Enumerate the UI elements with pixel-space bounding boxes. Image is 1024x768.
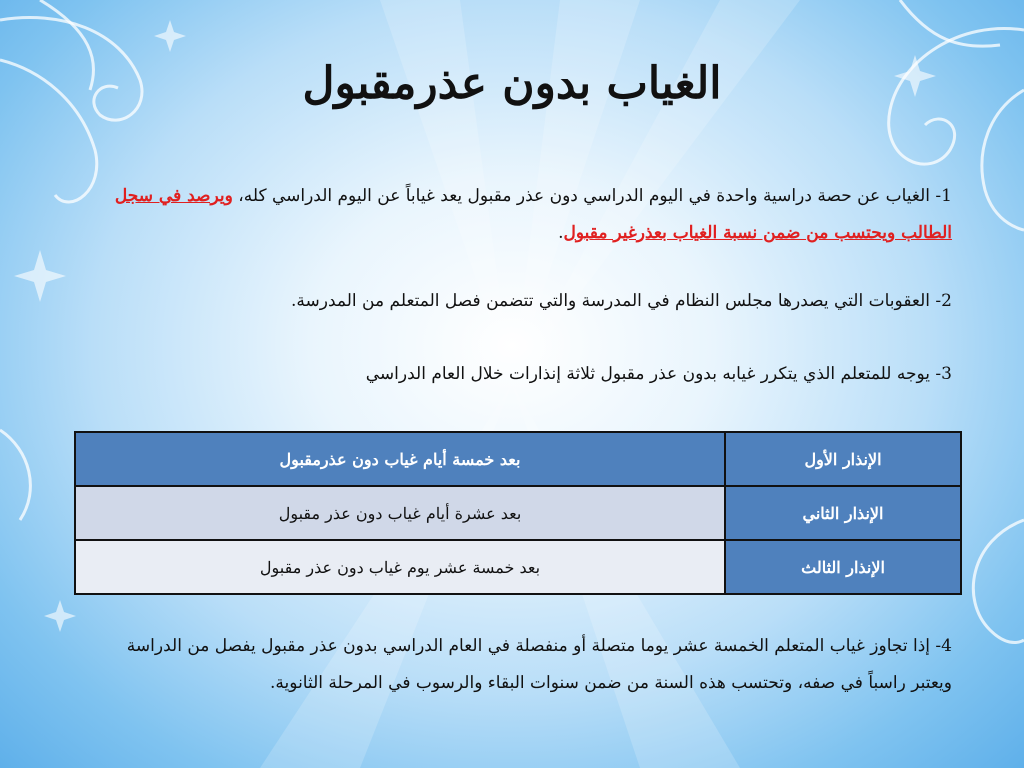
rule-1-text: 1- الغياب عن حصة دراسية واحدة في اليوم الدراسي دون عذر مقبول يعد غياباً عن اليوم الدراسي كله، <box>232 186 952 206</box>
rule-1-highlight: ويرصد في سجل الطالب ويحتسب من ضمن نسبة الغياب بعذرغير مقبول <box>114 186 952 243</box>
warning-label: الإنذار الأول <box>725 432 961 486</box>
rule-2-paragraph: 2- العقوبات التي يصدرها مجلس النظام في المدرسة والتي تتضمن فصل المتعلم من المدرسة. <box>291 291 952 311</box>
rule-1-end: . <box>558 223 564 243</box>
table-row <box>75 540 961 594</box>
warning-value: بعد عشرة أيام غياب دون عذر مقبول <box>75 486 725 540</box>
warning-label: الإنذار الثالث <box>725 540 961 594</box>
rule-4-paragraph: 4- إذا تجاوز غياب المتعلم الخمسة عشر يوما متصلة أو منفصلة في العام الدراسي بدون عذر مقبول يفصل من الدراسة ويعتبر راسباً في صفه، وتحتسب هذه السنة من ضمن سنوات البقاء والرسوب في المرحلة الثانوية. <box>126 636 952 693</box>
table-row <box>75 432 961 486</box>
rule-1-paragraph <box>72 178 952 252</box>
warning-value: بعد خمسة عشر يوم غياب دون عذر مقبول <box>75 540 725 594</box>
table-row <box>75 486 961 540</box>
slide-title: الغياب بدون عذرمقبول <box>302 58 722 109</box>
warning-label: الإنذار الثاني <box>725 486 961 540</box>
warnings-table <box>74 431 962 595</box>
flower-decoration <box>14 250 66 302</box>
warning-value: بعد خمسة أيام غياب دون عذرمقبول <box>75 432 725 486</box>
rule-3-paragraph: 3- يوجه للمتعلم الذي يتكرر غيابه بدون عذر مقبول ثلاثة إنذارات خلال العام الدراسي <box>365 364 952 384</box>
